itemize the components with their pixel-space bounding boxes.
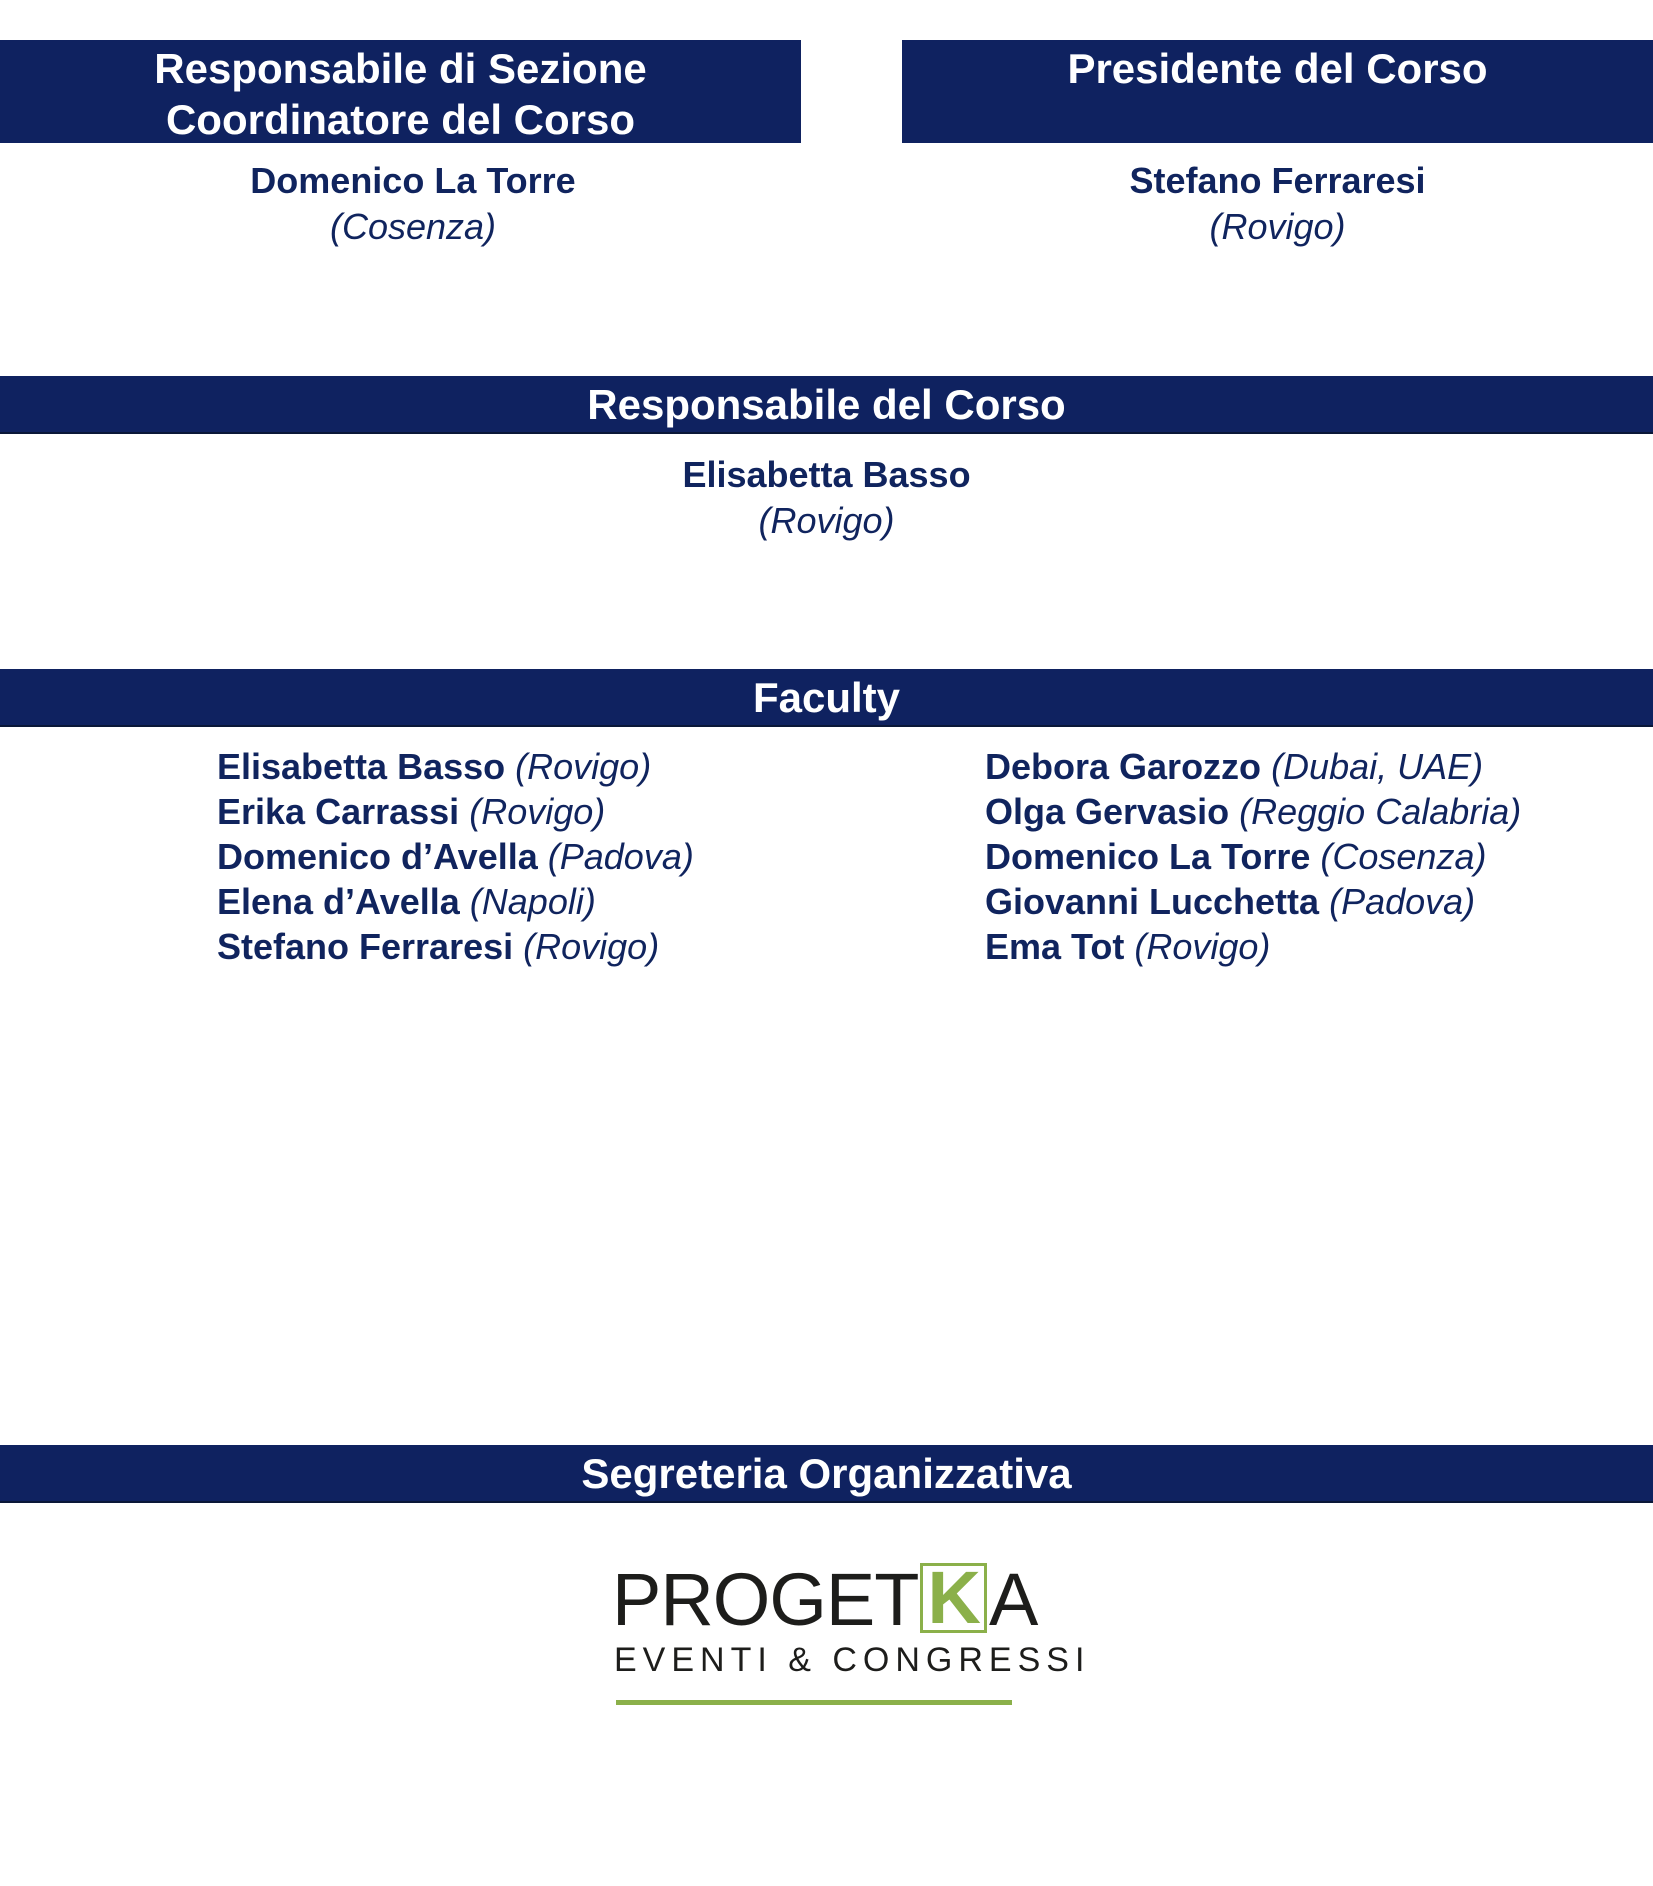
faculty-city: (Padova) bbox=[1329, 881, 1476, 922]
header-title: Responsabile del Corso bbox=[587, 381, 1066, 428]
person-city: (Cosenza) bbox=[329, 206, 497, 247]
faculty-name: Elisabetta Basso bbox=[217, 746, 506, 787]
faculty-item bbox=[217, 834, 694, 879]
faculty-name: Domenico d’Avella bbox=[217, 836, 538, 877]
header-title: Segreteria Organizzativa bbox=[581, 1450, 1072, 1497]
faculty-list-left bbox=[217, 744, 694, 969]
faculty-name: Domenico La Torre bbox=[985, 836, 1311, 877]
faculty-name: Giovanni Lucchetta bbox=[985, 881, 1320, 922]
faculty-name: Stefano Ferraresi bbox=[217, 926, 514, 967]
logo-word-start: PROGET bbox=[612, 1558, 919, 1641]
faculty-item bbox=[217, 744, 694, 789]
header-responsabile-sezione bbox=[0, 40, 801, 143]
header-segreteria bbox=[0, 1445, 1653, 1503]
person-name: Stefano Ferraresi bbox=[1129, 160, 1426, 201]
logo-word-end: A bbox=[988, 1558, 1038, 1641]
faculty-city: (Padova) bbox=[547, 836, 694, 877]
logo-underline bbox=[616, 1700, 1012, 1705]
faculty-list-right bbox=[985, 744, 1521, 969]
header-title: Faculty bbox=[752, 674, 901, 721]
faculty-name: Erika Carrassi bbox=[217, 791, 460, 832]
faculty-city: (Napoli) bbox=[469, 881, 596, 922]
faculty-city: (Rovigo) bbox=[1134, 926, 1271, 967]
person-coordinatore bbox=[0, 158, 826, 250]
header-title-line1: Responsabile di Sezione bbox=[154, 45, 647, 92]
faculty-item bbox=[985, 879, 1521, 924]
person-name: Elisabetta Basso bbox=[682, 454, 971, 495]
faculty-city: (Cosenza) bbox=[1320, 836, 1487, 877]
logo-subtitle: EVENTI & CONGRESSI bbox=[614, 1641, 1091, 1679]
faculty-city: (Dubai, UAE) bbox=[1271, 746, 1484, 787]
faculty-item bbox=[985, 744, 1521, 789]
logo-wordmark bbox=[612, 1556, 1038, 1641]
faculty-city: (Rovigo) bbox=[523, 926, 660, 967]
person-presidente bbox=[902, 158, 1653, 250]
faculty-name: Ema Tot bbox=[985, 926, 1125, 967]
logo-k-box: K bbox=[920, 1563, 986, 1633]
person-city: (Rovigo) bbox=[1209, 206, 1346, 247]
faculty-city: (Rovigo) bbox=[515, 746, 652, 787]
faculty-city: (Reggio Calabria) bbox=[1239, 791, 1522, 832]
faculty-name: Elena d’Avella bbox=[217, 881, 460, 922]
faculty-item bbox=[985, 834, 1521, 879]
faculty-item bbox=[985, 924, 1521, 969]
person-name: Domenico La Torre bbox=[250, 160, 576, 201]
header-responsabile-corso bbox=[0, 376, 1653, 434]
header-faculty bbox=[0, 669, 1653, 727]
person-city: (Rovigo) bbox=[758, 500, 895, 541]
faculty-item bbox=[217, 879, 694, 924]
faculty-name: Debora Garozzo bbox=[985, 746, 1262, 787]
header-title-line2: Coordinatore del Corso bbox=[165, 96, 636, 143]
faculty-city: (Rovigo) bbox=[469, 791, 606, 832]
header-presidente bbox=[902, 40, 1653, 143]
faculty-name: Olga Gervasio bbox=[985, 791, 1230, 832]
person-responsabile bbox=[0, 452, 1653, 544]
faculty-item bbox=[217, 924, 694, 969]
faculty-item bbox=[985, 789, 1521, 834]
header-title: Presidente del Corso bbox=[1067, 45, 1488, 92]
progetka-logo bbox=[612, 1556, 1091, 1710]
faculty-item bbox=[217, 789, 694, 834]
